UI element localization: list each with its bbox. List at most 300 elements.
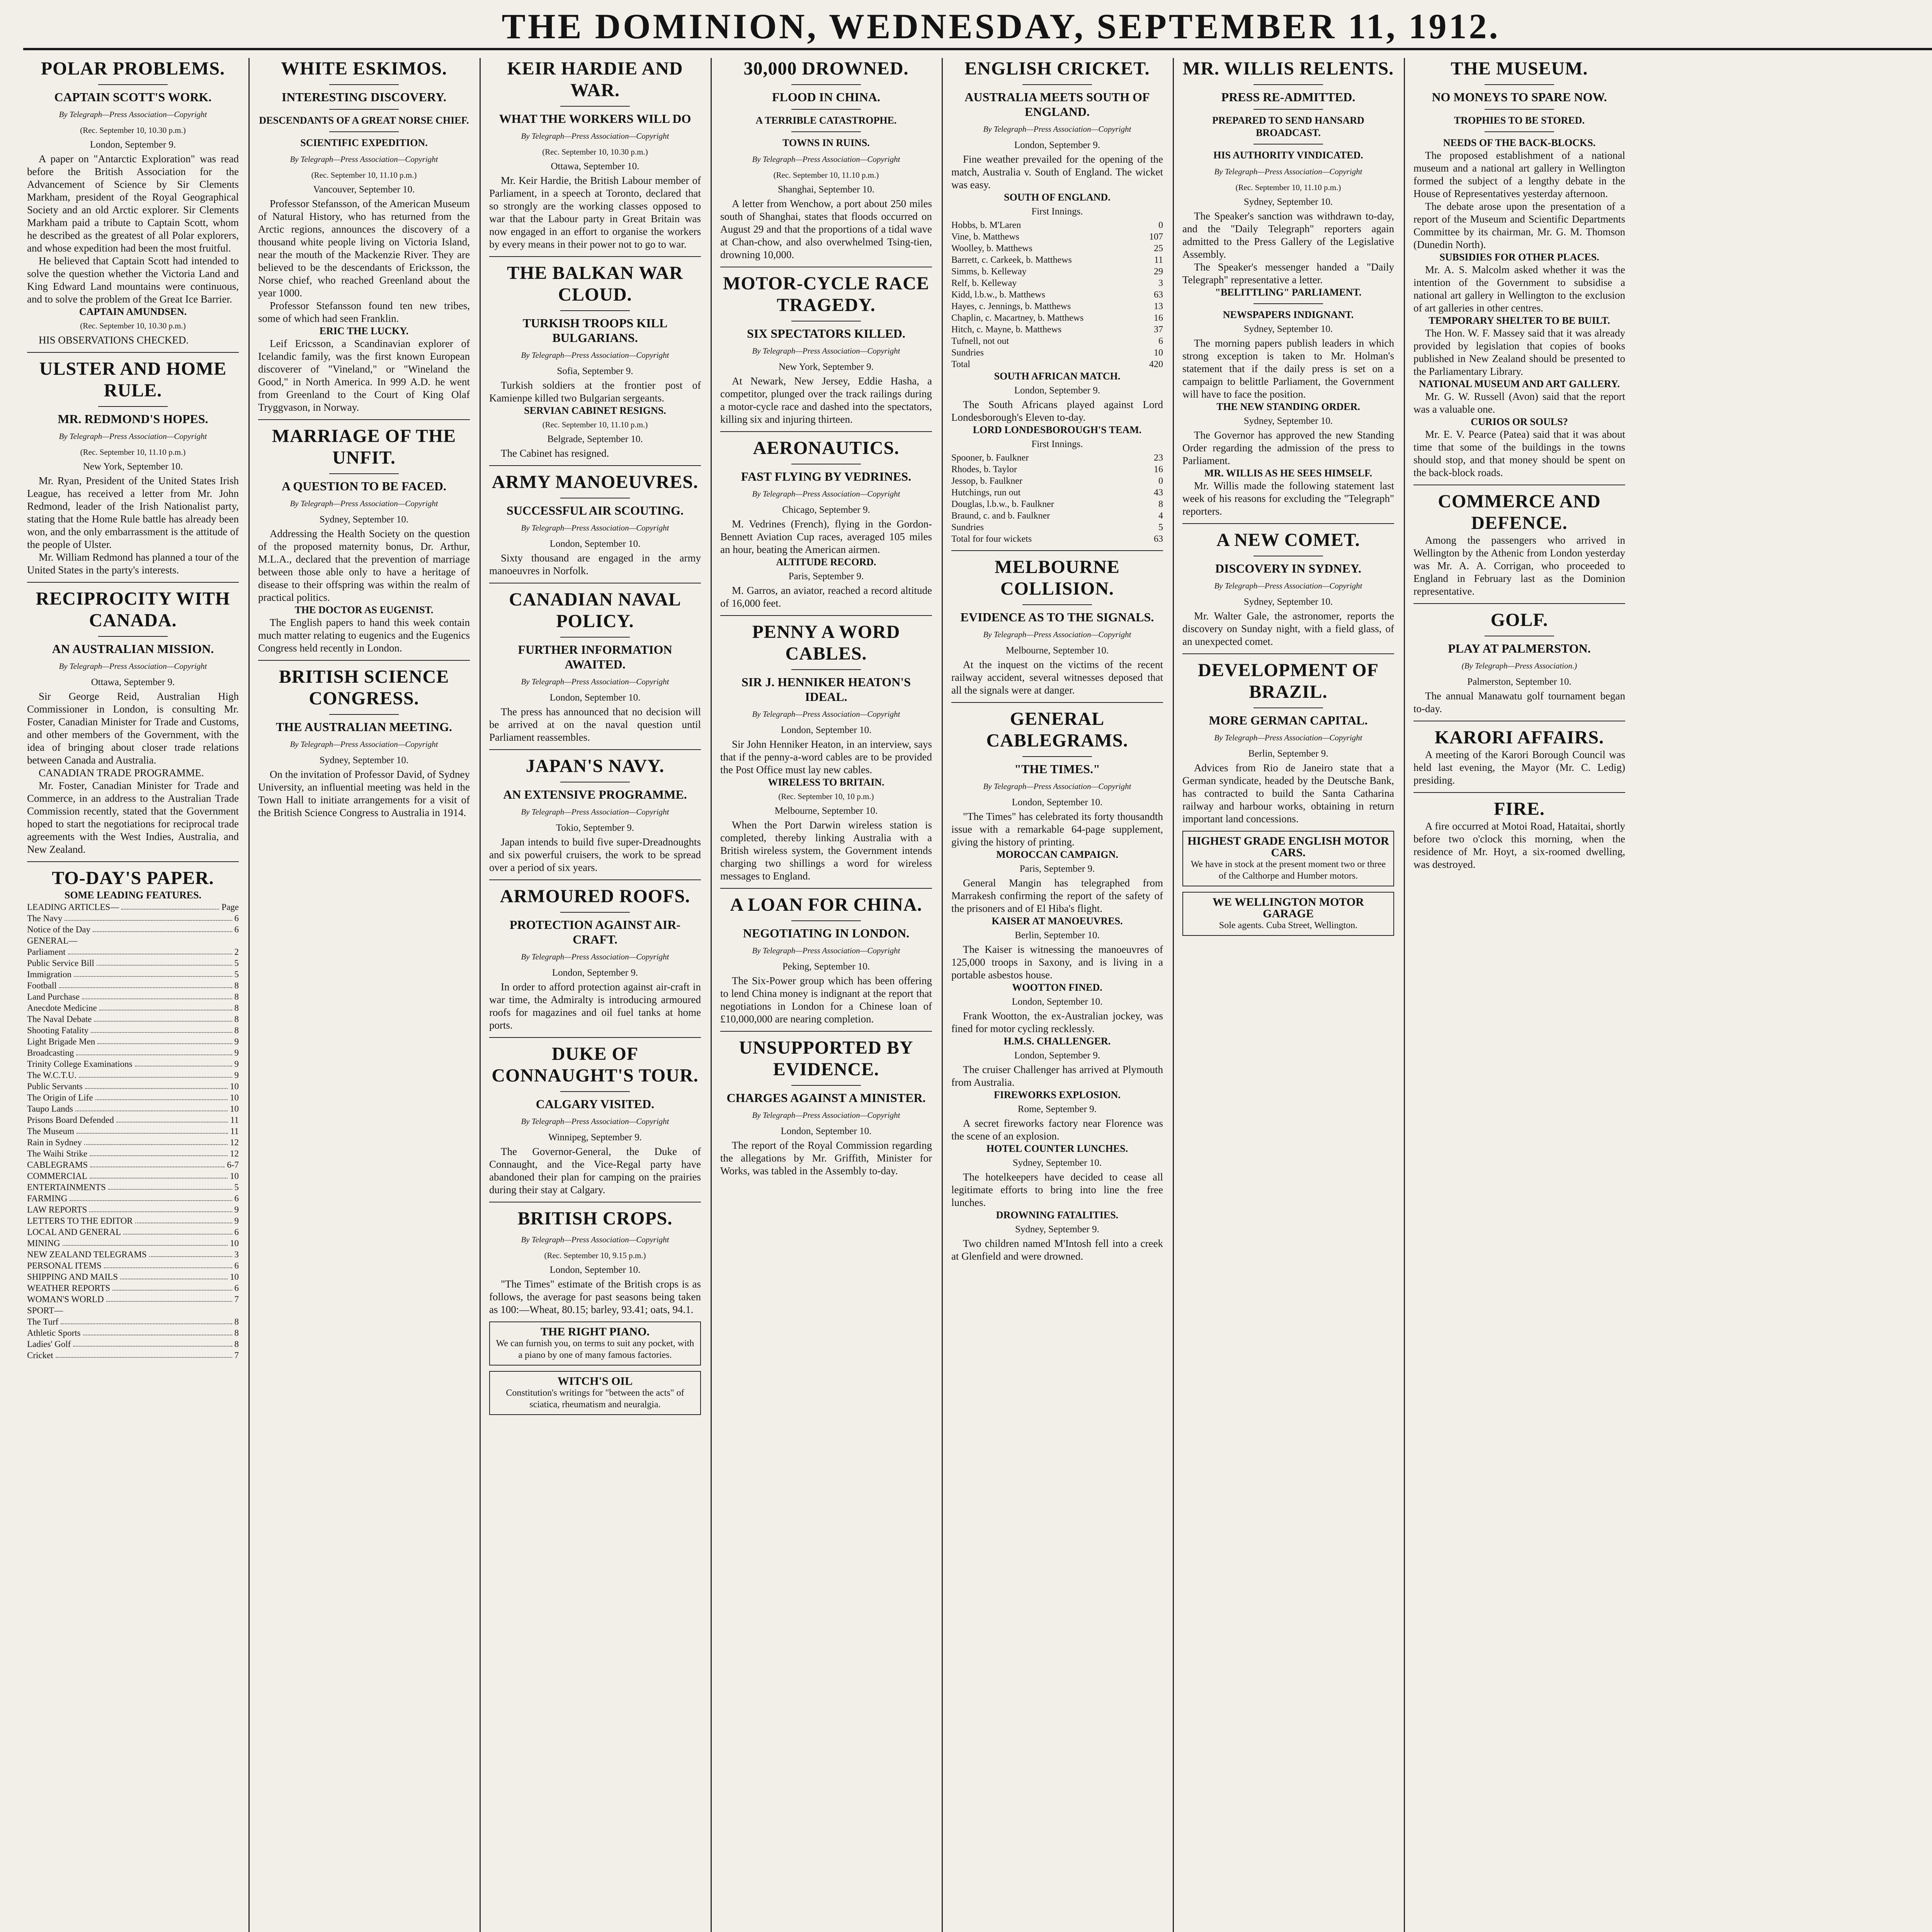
toc-row	[27, 913, 239, 924]
ad-title: WE WELLINGTON MOTOR GARAGE	[1213, 896, 1364, 920]
toc-rule	[27, 861, 239, 862]
toc-page: 9	[234, 1059, 239, 1069]
story-subheading: SOUTH OF ENGLAND.	[1004, 192, 1111, 203]
toc-page: 6-7	[227, 1160, 239, 1170]
story-dateline: Melbourne, September 10.	[774, 806, 878, 816]
story-rule	[258, 419, 470, 420]
subhead-rule	[1022, 84, 1092, 85]
toc-label: Ladies' Golf	[27, 1339, 71, 1349]
column-separator	[711, 58, 712, 1932]
story	[489, 1202, 701, 1316]
scorecard-row	[951, 335, 1163, 347]
story-headline: A NEW COMET.	[1216, 530, 1360, 550]
story-byline: By Telegraph—Press Association—Copyright	[752, 155, 900, 164]
toc-page: 10	[230, 1171, 239, 1181]
scorecard-row	[951, 231, 1163, 243]
story-rule	[1413, 603, 1625, 604]
toc-page: 7	[234, 1350, 239, 1360]
batsman-runs: 29	[1154, 267, 1163, 277]
story-paragraph: On the invitation of Professor David, of Sydney University, an influential meeting was held in the Town Hall to initiate arrangements for a visit of the British Science Congress to Australia in 1914.	[258, 769, 470, 818]
batsman-runs: 8	[1158, 499, 1163, 509]
ad-text: Sole agents. Cuba Street, Wellington.	[1219, 920, 1358, 930]
toc-page: 10	[230, 1082, 239, 1091]
toc-label: SPORT—	[27, 1306, 63, 1315]
subhead-rule	[791, 131, 861, 132]
story-subheading: AN AUSTRALIAN MISSION.	[52, 642, 214, 656]
batsman-runs: 420	[1149, 359, 1163, 369]
toc-page: 8	[234, 1026, 239, 1035]
story	[1182, 467, 1394, 518]
batsman-name: Relf, b. Kelleway	[951, 278, 1017, 288]
story-subheading: "BELITTLING" PARLIAMENT.	[1215, 287, 1362, 298]
toc-label: Light Brigade Men	[27, 1037, 95, 1046]
story-dateline: Paris, September 9.	[1019, 864, 1095, 874]
masthead	[0, 0, 1932, 46]
story	[951, 58, 1163, 191]
story-body	[951, 943, 1163, 981]
toc-page: 7	[234, 1294, 239, 1304]
story-body	[489, 174, 701, 251]
story	[258, 660, 470, 819]
story-body	[951, 398, 1163, 424]
toc-row	[27, 1193, 239, 1204]
subhead-rule	[791, 109, 861, 110]
toc-label: Broadcasting	[27, 1048, 74, 1058]
story-body	[1413, 820, 1625, 871]
story-body	[489, 552, 701, 577]
story	[1182, 58, 1394, 286]
story-paragraph: The English papers to hand this week contain much matter relating to eugenics and the Eugenics Congress held recently in London.	[258, 617, 470, 654]
story-dateline: Vancouver, September 10.	[313, 184, 415, 195]
toc-page: 3	[234, 1250, 239, 1259]
toc-leader	[120, 1271, 228, 1279]
story-body	[951, 1237, 1163, 1263]
story-headline: DUKE OF CONNAUGHT'S TOUR.	[492, 1044, 699, 1086]
toc-label: The Turf	[27, 1317, 59, 1327]
toc-label: COMMERCIAL	[27, 1171, 87, 1181]
toc-label: LAW REPORTS	[27, 1205, 87, 1214]
story-body	[27, 690, 239, 856]
story-rule	[951, 702, 1163, 703]
batsman-runs: 63	[1154, 290, 1163, 300]
story-subheading: AN EXTENSIVE PROGRAMME.	[503, 787, 687, 801]
story	[489, 465, 701, 577]
toc-leader	[59, 980, 232, 988]
toc-label: Shooting Fatality	[27, 1026, 89, 1035]
toc-page: 11	[230, 1126, 239, 1136]
story-body	[1413, 264, 1625, 315]
batsman-name: Chaplin, c. Macartney, b. Matthews	[951, 313, 1084, 323]
batsman-runs: 25	[1154, 243, 1163, 253]
batsman-runs: 63	[1154, 534, 1163, 544]
story-paragraph: Professor Stefansson, of the American Museum of Natural History, who has returned from the Arctic regions, announces the discovery of a thousand white people living on Victoria Island, near the mouth of the Mackenzie River. They are believed to be the descendants of Ericksson, the Norse chief, who reached Greenland about the year 1000.	[258, 198, 470, 299]
toc-page: Page	[221, 902, 239, 912]
story-paragraph: General Mangin has telegraphed from Marrakesh confirming the report of the safety of the prisoners and of El Hiba's flight.	[951, 877, 1163, 914]
cricket-scorecard	[951, 452, 1163, 545]
toc-label: WOMAN'S WORLD	[27, 1294, 104, 1304]
story-subheading: NO MONEYS TO SPARE NOW.	[1432, 90, 1607, 104]
story-paragraph: Mr. G. W. Russell (Avon) said that the report was a valuable one.	[1413, 391, 1625, 415]
toc-page: 8	[234, 981, 239, 990]
batsman-runs: 6	[1158, 336, 1163, 346]
batsman-runs: 13	[1154, 301, 1163, 311]
story-dateline: Ottawa, September 9.	[91, 677, 175, 687]
toc-leader	[91, 1025, 232, 1033]
story-byline: By Telegraph—Press Association—Copyright	[1214, 733, 1362, 742]
scorecard-row	[951, 475, 1163, 487]
story-byline: By Telegraph—Press Association—Copyright	[983, 782, 1131, 791]
story-byline: By Telegraph—Press Association—Copyright	[1214, 167, 1362, 176]
toc-page: 5	[234, 958, 239, 968]
batsman-name: Kidd, l.b.w., b. Matthews	[951, 290, 1046, 300]
story-body	[258, 768, 470, 819]
story-headline: BRITISH CROPS.	[517, 1208, 673, 1229]
story	[951, 191, 1163, 370]
story-subheading: HOTEL COUNTER LUNCHES.	[986, 1143, 1128, 1154]
story-dateline: London, September 9.	[1014, 140, 1100, 150]
batsman-name: Total	[951, 359, 970, 369]
toc-leader	[82, 991, 232, 999]
story-body	[27, 474, 239, 577]
toc-row	[27, 1282, 239, 1294]
story-headline: MOTOR-CYCLE RACE TRAGEDY.	[723, 273, 929, 315]
story-headline: COMMERCE AND DEFENCE.	[1438, 491, 1601, 533]
story-subheading: SIX SPECTATORS KILLED.	[747, 327, 905, 340]
story	[720, 615, 932, 776]
story-paragraph: The annual Manawatu golf tournament began to-day.	[1413, 690, 1625, 714]
story-rule	[1182, 653, 1394, 654]
story-subheading: LORD LONDESBOROUGH'S TEAM.	[973, 424, 1142, 435]
toc-list	[27, 901, 239, 1361]
story-subheading: CAPTAIN SCOTT'S WORK.	[54, 90, 212, 104]
story-subheading: DISCOVERY IN SYDNEY.	[1215, 561, 1361, 575]
story-paragraph: Mr. Ryan, President of the United States Irish League, has received a letter from Mr. John Redmond, leader of the Irish Nationalist party, stating that the Home Rule battle has already been won, and the only embarrassment is the attitude of the people of Ulster.	[27, 475, 239, 550]
toc-page: 10	[230, 1104, 239, 1114]
toc-leader	[90, 1148, 228, 1156]
batsman-name: Total for four wickets	[951, 534, 1032, 544]
story	[489, 58, 701, 251]
story-paragraph: The Cabinet has resigned.	[501, 447, 609, 459]
story-paragraph: Mr. Keir Hardie, the British Labour member of Parliament, in a speech at Toronto, declared that so strongly are the working classes opposed to war that the Labour party in Great Britain was now engaged in an effort to organise the workers by every means in their power not to go to war.	[489, 175, 701, 250]
toc-label: Parliament	[27, 947, 66, 957]
subhead-rule	[98, 636, 168, 637]
story-body	[258, 197, 470, 325]
batsman-name: Braund, c. and b. Faulkner	[951, 511, 1050, 521]
received-time: (Rec. September 10, 11.10 p.m.)	[542, 420, 648, 429]
story-rule	[489, 879, 701, 880]
column-7	[1413, 58, 1625, 1932]
scorecard-row	[951, 487, 1163, 498]
toc-row	[27, 1126, 239, 1137]
story-byline: By Telegraph—Press Association—Copyright	[290, 740, 438, 749]
story-paragraph: The Six-Power group which has been offering to lend China money is indignant at the report that negotiations in London for a Chinese loan of £10,000,000 are nearing completion.	[720, 975, 932, 1025]
subhead-rule	[791, 84, 861, 85]
story-paragraph: Addressing the Health Society on the question of the proposed maternity bonus, Dr. Arthur, M.L.A., declared that the prevention of marriage between those able only to have a heritage of disease to their offspring was within the realm of practical politics.	[258, 528, 470, 603]
story	[951, 915, 1163, 981]
story-rule	[1182, 523, 1394, 524]
subhead-rule	[560, 1091, 630, 1092]
toc-leader	[73, 1338, 232, 1347]
story-rule	[27, 352, 239, 353]
toc-label: The Museum	[27, 1126, 75, 1136]
story-subheading: DROWNING FATALITIES.	[996, 1209, 1119, 1221]
subhead-rule	[329, 714, 399, 715]
toc-leader	[77, 1126, 228, 1134]
toc-row	[27, 1271, 239, 1282]
toc-page: 8	[234, 992, 239, 1002]
story	[1182, 286, 1394, 401]
batsman-name: Sundries	[951, 348, 984, 358]
story-subheading: A TERRIBLE CATASTROPHE.	[755, 115, 897, 126]
scorecard-row	[951, 277, 1163, 289]
story-body	[951, 1010, 1163, 1035]
story-dateline: First Innings.	[1031, 206, 1083, 217]
story-body	[720, 375, 932, 426]
toc-row	[27, 980, 239, 991]
subhead-rule	[791, 1085, 861, 1086]
toc-row	[27, 1170, 239, 1182]
story	[1413, 603, 1625, 715]
story	[1182, 523, 1394, 648]
toc-leader	[90, 1170, 228, 1179]
story-dateline: Peking, September 10.	[782, 961, 870, 972]
story-headline: GENERAL CABLEGRAMS.	[986, 709, 1128, 751]
story-paragraph: The hotelkeepers have decided to cease all legitimate efforts to bring into line the free lunches.	[951, 1171, 1163, 1208]
toc-label: The Navy	[27, 913, 63, 923]
story	[489, 405, 701, 460]
toc-row	[27, 1137, 239, 1148]
toc-leader	[97, 957, 232, 966]
batsman-runs: 37	[1154, 325, 1163, 335]
story-subheading: WHAT THE WORKERS WILL DO	[499, 112, 691, 126]
subhead-rule	[98, 84, 168, 85]
toc-row	[27, 1159, 239, 1170]
story-body	[489, 1145, 701, 1196]
toc-page: 12	[230, 1149, 239, 1158]
advertisement	[489, 1321, 701, 1366]
toc-leader	[108, 1182, 232, 1190]
received-time: (Rec. September 10, 10 p.m.)	[778, 792, 874, 801]
story-body	[1182, 762, 1394, 825]
story-subheading: TOWNS IN RUINS.	[782, 137, 870, 148]
story-byline: By Telegraph—Press Association—Copyright	[521, 523, 669, 532]
toc-page: 6	[234, 1261, 239, 1270]
story	[1413, 792, 1625, 871]
toc-row	[27, 1226, 239, 1238]
subhead-rule	[1253, 707, 1323, 708]
story-headline: AERONAUTICS.	[753, 438, 900, 458]
story-paragraph: A secret fireworks factory near Florence was the scene of an explosion.	[951, 1117, 1163, 1142]
toc-label: Cricket	[27, 1350, 53, 1360]
story-body	[489, 981, 701, 1032]
toc-leader	[79, 1070, 232, 1078]
batsman-name: Hayes, c. Jennings, b. Matthews	[951, 301, 1071, 311]
story	[951, 1035, 1163, 1089]
subhead-rule	[1022, 756, 1092, 757]
story	[951, 981, 1163, 1035]
toc-label: Prisons Board Defended	[27, 1115, 114, 1125]
batsman-runs: 3	[1158, 278, 1163, 288]
toc-row	[27, 1070, 239, 1081]
story-paragraph: In order to afford protection against air-craft in war time, the Admiralty is introducing armoured roofs for magazines and oil fuel tanks at home ports.	[489, 981, 701, 1031]
toc-row	[27, 1014, 239, 1025]
toc-page: 11	[230, 1115, 239, 1125]
story-subheading: THE AUSTRALIAN MEETING.	[276, 720, 452, 734]
subhead-rule	[1485, 109, 1554, 110]
story-byline: By Telegraph—Press Association—Copyright	[521, 350, 669, 360]
story	[720, 888, 932, 1026]
toc-label: Anecdote Medicine	[27, 1003, 97, 1013]
toc-row	[27, 924, 239, 935]
toc-leader	[106, 1294, 232, 1302]
story-headline: 30,000 DROWNED.	[743, 58, 909, 79]
story-dateline: Berlin, September 9.	[1248, 748, 1328, 759]
batsman-runs: 16	[1154, 313, 1163, 323]
subhead-rule	[1485, 131, 1554, 132]
story-paragraph: The Governor-General, the Duke of Connaught, and the Vice-Regal party have abandoned their plan for camping on the prairies during their stay at Calgary.	[489, 1146, 701, 1196]
story-paragraph: The cruiser Challenger has arrived at Plymouth from Australia.	[951, 1064, 1163, 1088]
story-headline: FIRE.	[1494, 799, 1545, 819]
story-rule	[489, 256, 701, 257]
story-dateline: Sydney, September 10.	[1012, 1158, 1102, 1168]
toc-page: 8	[234, 1317, 239, 1327]
toc-page: 9	[234, 1048, 239, 1058]
story-subheading: MORE GERMAN CAPITAL.	[1209, 713, 1368, 727]
scorecard-row	[951, 289, 1163, 301]
batsman-name: Tufnell, not out	[951, 336, 1009, 346]
toc-leader	[76, 1047, 232, 1055]
story-paragraph: Japan intends to build five super-Dreadnoughts and six powerful cruisers, the work to be spread over a period of six years.	[489, 836, 701, 873]
story-byline: By Telegraph—Press Association—Copyright	[59, 432, 207, 441]
story-body	[1413, 327, 1625, 378]
toc-page: 10	[230, 1093, 239, 1102]
toc-leader	[75, 1103, 228, 1111]
batsman-runs: 23	[1154, 453, 1163, 463]
toc-leader	[135, 1215, 232, 1223]
toc-leader	[95, 1092, 228, 1100]
story	[1413, 416, 1625, 479]
story-paragraph: Mr. Foster, Canadian Minister for Trade and Commerce, in an address to the Australian Trade Commission recently, stated that the Government hoped to start the negotiations for reciprocal trade agreements with the West Indies, Australia, and New Zealand.	[27, 780, 239, 855]
story-body	[489, 447, 701, 460]
story-subheading: CAPTAIN AMUNDSEN.	[79, 306, 187, 317]
story-headline: GOLF.	[1490, 610, 1548, 630]
story-paragraph: Mr. E. V. Pearce (Patea) said that it was about time that some of the buildings in the towns should stop, and that money should be spent on the back-block roads.	[1413, 429, 1625, 478]
story-paragraph: The South Africans played against Lord Londesborough's Eleven to-day.	[951, 399, 1163, 423]
story-subheading: INTERESTING DISCOVERY.	[281, 90, 447, 104]
batsman-runs: 10	[1154, 348, 1163, 358]
advertisement	[1182, 831, 1394, 886]
toc-leader	[83, 1327, 232, 1335]
story-dateline: Rome, September 9.	[1017, 1104, 1097, 1114]
toc-label: The Naval Debate	[27, 1014, 92, 1024]
story-paragraph: Mr. Walter Gale, the astronomer, reports the discovery on Sunday night, with a field glass, of an unexpected comet.	[1182, 610, 1394, 647]
story-subheading: TROPHIES TO BE STORED.	[1454, 115, 1585, 126]
toc-page: 6	[234, 1194, 239, 1203]
story-paragraph: The Speaker's messenger handed a "Daily Telegraph" representative a letter.	[1182, 261, 1394, 286]
masthead-rule	[23, 48, 1932, 50]
batsman-name: Simms, b. Kelleway	[951, 267, 1027, 277]
story-dateline: London, September 10.	[549, 1265, 641, 1275]
story-paragraph: Sir George Reid, Australian High Commissioner in London, is consulting Mr. Foster, Canadian Minister for Trade and Customs, and other members of the Government, with the idea of bringing about closer trade relations between Canada and Australia.	[27, 690, 239, 766]
story-paragraph: M. Garros, an aviator, reached a record altitude of 16,000 feet.	[720, 585, 932, 609]
story-body	[27, 153, 239, 306]
batsman-runs: 0	[1158, 476, 1163, 486]
story-body	[1182, 210, 1394, 286]
story-dateline: Sydney, September 10.	[1243, 197, 1333, 207]
toc-row	[27, 1058, 239, 1070]
story-paragraph: Fine weather prevailed for the opening of the match, Australia v. South of England. The wicket was easy.	[951, 153, 1163, 190]
toc-row	[27, 1327, 239, 1338]
story-body	[489, 1278, 701, 1316]
toc-label: FARMING	[27, 1194, 68, 1203]
story-paragraph: He believed that Captain Scott had intended to solve the question whether the Victoria Land and King Edward Land mountains were continuous, and to solve the problem of the Great Ice Barrier.	[27, 255, 239, 305]
story-headline: ARMOURED ROOFS.	[500, 886, 690, 906]
column-separator	[1404, 58, 1405, 1932]
received-time: (Rec. September 10, 11.10 p.m.)	[80, 447, 186, 457]
story-body	[1413, 748, 1625, 787]
batsman-name: Hutchings, run out	[951, 488, 1021, 498]
batsman-name: Sundries	[951, 522, 984, 532]
story	[489, 749, 701, 874]
story-byline: By Telegraph—Press Association—Copyright	[983, 124, 1131, 134]
story-body	[1413, 390, 1625, 416]
story	[951, 702, 1163, 849]
story	[27, 352, 239, 577]
toc-leader	[99, 1002, 232, 1010]
story-subheading: "THE TIMES."	[1014, 762, 1100, 776]
story-headline: PENNY A WORD CABLES.	[752, 622, 900, 664]
story-paragraph: M. Vedrines (French), flying in the Gordon-Bennett Aviation Cup races, averaged 105 miles an hour, beating the American airmen.	[720, 518, 932, 555]
story	[489, 1037, 701, 1196]
story-byline: By Telegraph—Press Association—Copyright	[521, 807, 669, 816]
subhead-rule	[329, 84, 399, 85]
subhead-rule	[329, 473, 399, 474]
cricket-scorecard	[951, 219, 1163, 370]
story-headline: KARORI AFFAIRS.	[1434, 727, 1604, 748]
story-headline: THE BALKAN WAR CLOUD.	[507, 263, 683, 305]
story-dateline: Tokio, September 9.	[556, 823, 634, 833]
toc-page: 5	[234, 1182, 239, 1192]
story-subheading: PLAY AT PALMERSTON.	[1448, 641, 1591, 655]
story-subheading: ERIC THE LUCKY.	[319, 325, 409, 337]
story-byline: By Telegraph—Press Association—Copyright	[752, 709, 900, 719]
toc-row	[27, 1047, 239, 1058]
scorecard-row	[951, 452, 1163, 464]
story-byline: (By Telegraph—Press Association.)	[1461, 661, 1577, 670]
subhead-rule	[560, 106, 630, 107]
subhead-rule	[560, 912, 630, 913]
story-subheading: FIREWORKS EXPLOSION.	[994, 1089, 1121, 1100]
story-body	[720, 584, 932, 610]
story-dateline: London, September 9.	[1014, 385, 1100, 396]
subhead-rule	[329, 109, 399, 110]
story-paragraph: The Governor has approved the new Standing Order regarding the admission of the press to Parliament.	[1182, 429, 1394, 466]
toc-leader	[135, 1058, 232, 1066]
story-headline: WHITE ESKIMOS.	[281, 58, 447, 79]
story-byline: By Telegraph—Press Association—Copyright	[1214, 581, 1362, 590]
column-separator	[1173, 58, 1174, 1932]
story-subheading: KAISER AT MANOEUVRES.	[992, 915, 1123, 927]
story-dateline: Sydney, September 10.	[319, 755, 409, 765]
story-subheading: SERVIAN CABINET RESIGNS.	[524, 405, 666, 416]
story-subheading: MR. WILLIS AS HE SEES HIMSELF.	[1204, 468, 1372, 479]
received-time: (Rec. September 10, 10.30 p.m.)	[80, 126, 186, 135]
story-paragraph: The Speaker's sanction was withdrawn to-day, and the "Daily Telegraph" reporters again admitted to the Press Gallery of the Legislative Assembly.	[1182, 210, 1394, 260]
scorecard-row	[951, 219, 1163, 231]
story	[720, 776, 932, 883]
toc-page: 8	[234, 1003, 239, 1013]
toc-label: The Waihi Strike	[27, 1149, 88, 1158]
